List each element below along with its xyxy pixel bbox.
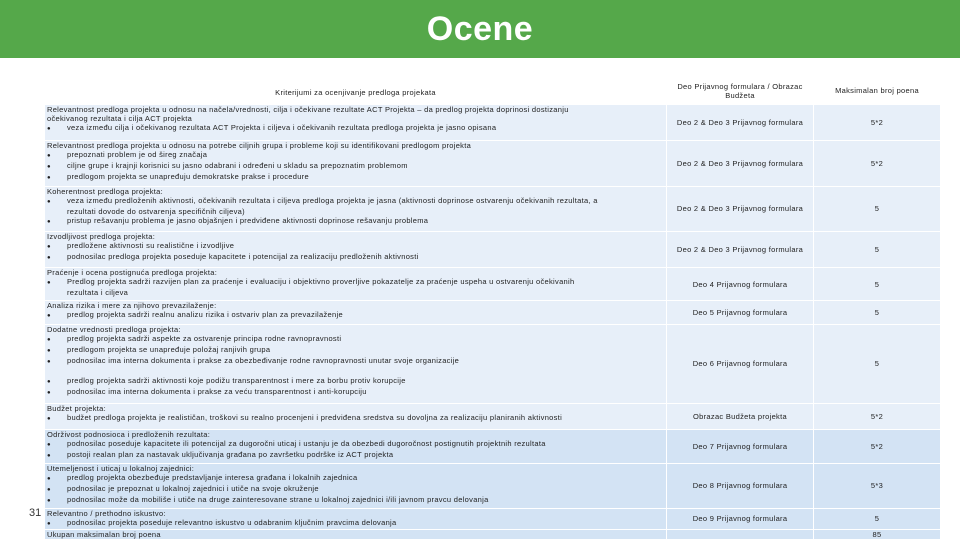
table-row <box>45 300 941 324</box>
section-cell: Deo 2 & Deo 3 Prijavnog formulara <box>667 141 814 186</box>
criteria-cell <box>45 300 667 324</box>
bullet-icon: ● <box>47 358 51 365</box>
criteria-cell <box>45 403 667 429</box>
header-row <box>45 77 941 105</box>
criterion-point: podnosilac ima interna dokumenta i prakse za obezbeđivanje rodne ravnopravnosti unutar svoje organizacije <box>67 355 460 365</box>
header-points: Maksimalan broj poena <box>814 77 941 105</box>
table-row <box>45 508 941 529</box>
bullet-icon: ● <box>47 198 51 205</box>
criterion-point: predlog projekta sadrži realnu analizu rizika i ostvariv plan za prevazilaženje <box>67 309 343 319</box>
criterion-heading-cont: očekivanog rezultata i cilja ACT projekta <box>47 114 193 123</box>
criterion-point: postoji realan plan za nastavak uključivanja građana po završetku podrške iz ACT projekta <box>67 449 394 459</box>
criterion-point: podnosilac predloga projekta poseduje kapacitete i potencijal za realizaciju predloženih aktivnosti <box>67 252 419 262</box>
criterion-point: predlog projekta sadrži aktivnosti koje podižu transparentnost i mere za borbu protiv korupcije <box>67 375 406 385</box>
bullet-icon: ● <box>47 218 51 225</box>
criteria-cell <box>45 429 667 463</box>
section-cell: Deo 5 Prijavnog formulara <box>667 300 814 324</box>
points-cell: 5*2 <box>814 403 941 429</box>
section-cell: Deo 2 & Deo 3 Prijavnog formulara <box>667 232 814 268</box>
bullet-icon: ● <box>47 498 51 505</box>
points-cell: 5*2 <box>814 141 941 186</box>
total-section-cell <box>667 529 814 539</box>
table-row <box>45 429 941 463</box>
total-row <box>45 529 941 539</box>
bullet-icon: ● <box>47 415 51 422</box>
bullet-icon: ● <box>47 126 51 132</box>
slide-title: Ocene <box>426 9 534 48</box>
section-cell: Deo 7 Prijavnog formulara <box>667 429 814 463</box>
criterion-point-cont: rezultati dovode do ostvarenja specifičnih ciljeva) <box>67 206 245 216</box>
criterion-point: predlogom projekta se unapređuju demokratske prakse i procedure <box>67 172 309 182</box>
table-row <box>45 403 941 429</box>
table-row <box>45 324 941 403</box>
criterion-heading: Održivost podnosioca i predloženih rezultata: <box>47 429 211 439</box>
section-cell: Deo 9 Prijavnog formulara <box>667 508 814 529</box>
points-cell: 5 <box>814 300 941 324</box>
criterion-point: predlog projekta obezbeđuje predstavljanje interesa građana i lokalnih zajednica <box>67 473 358 483</box>
points-cell: 5*3 <box>814 464 941 508</box>
criterion-heading: Relevantnost predloga projekta u odnosu na načela/vrednosti, cilja i očekivane rezultate ACT Projekta – da predlog projekta doprinosi dostizanju <box>47 105 569 114</box>
criterion-point: veza između cilja i očekivanog rezultata ACT Projekta i ciljeva i očekivanih rezultata predloga projekta je jasno opisana <box>67 123 497 132</box>
criterion-point: podnosilac ima interna dokumenta i prakse za veću transparentnost i anti-korupciju <box>67 386 367 396</box>
total-points: 85 <box>814 529 941 539</box>
criterion-heading: Izvodljivost predloga projekta: <box>47 232 156 242</box>
bullet-icon: ● <box>47 347 51 354</box>
criterion-heading: Analiza rizika i mere za njihovo prevazilaženje: <box>47 300 217 310</box>
points-cell: 5 <box>814 232 941 268</box>
points-cell: 5*2 <box>814 429 941 463</box>
criteria-cell <box>45 464 667 508</box>
slide-number: 31 <box>29 507 42 519</box>
criterion-point: podnosilac projekta poseduje relevantno iskustvo u odabranim ključnim pravcima delovanja <box>67 517 397 527</box>
bullet-icon: ● <box>47 164 51 171</box>
total-label: Ukupan maksimalan broj poena <box>45 529 667 539</box>
bullet-icon: ● <box>47 452 51 459</box>
criterion-heading: Relevantnost predloga projekta u odnosu na potrebe ciljnih grupa i probleme koji su identifikovani predlogom projekta <box>47 141 472 151</box>
section-cell: Obrazac Budžeta projekta <box>667 403 814 429</box>
title-band <box>0 0 960 58</box>
criterion-heading: Koherentnost predloga projekta: <box>47 186 164 196</box>
criterion-point: predlogom projekta se unapređuje položaj ranjivih grupa <box>67 344 271 354</box>
bullet-icon: ● <box>47 255 51 262</box>
points-cell: 5 <box>814 268 941 300</box>
bullet-icon: ● <box>47 175 51 182</box>
criterion-point: budžet predloga projekta je realističan, troškovi su realno procenjeni i predviđena sredstva su dovoljna za realizaciju planiranih aktivnosti <box>67 412 563 422</box>
criterion-point: predlog projekta sadrži aspekte za ostvarenje principa rodne ravnopravnosti <box>67 333 342 343</box>
bullet-icon: ● <box>47 244 51 251</box>
criterion-point: pristup rešavanju problema je jasno objašnjen i predviđene aktivnosti doprinose rešavanju problema <box>67 215 429 225</box>
section-cell: Deo 8 Prijavnog formulara <box>667 464 814 508</box>
criteria-cell <box>45 324 667 403</box>
criterion-heading: Dodatne vrednosti predloga projekta: <box>47 324 181 334</box>
bullet-icon: ● <box>47 280 51 287</box>
table-row <box>45 105 941 141</box>
criterion-point: predložene aktivnosti su realistične i izvodljive <box>67 241 235 251</box>
criterion-point: prepoznati problem je od šireg značaja <box>67 150 208 160</box>
table-row <box>45 186 941 231</box>
section-cell: Deo 6 Prijavnog formulara <box>667 324 814 403</box>
table-row <box>45 268 941 300</box>
bullet-icon: ● <box>47 336 51 343</box>
header-criteria: Kriterijumi za ocenjivanje predloga projekata <box>45 77 667 105</box>
header-section: Deo Prijavnog formulara / Obrazac Budžeta <box>667 77 814 105</box>
bullet-icon: ● <box>47 378 51 385</box>
points-cell: 5*2 <box>814 105 941 141</box>
criteria-table <box>44 76 941 540</box>
criterion-heading: Budžet projekta: <box>47 403 106 413</box>
section-cell: Deo 2 & Deo 3 Prijavnog formulara <box>667 186 814 231</box>
bullet-icon: ● <box>47 476 51 483</box>
points-cell: 5 <box>814 508 941 529</box>
criteria-cell <box>45 141 667 186</box>
bullet-icon: ● <box>47 389 51 396</box>
criterion-point: Predlog projekta sadrži razvijen plan za praćenje i evaluaciju i objektivno proverljive pokazatelje za praćenje uspeha u ostvarenju očekivanih <box>67 277 575 287</box>
criterion-point: podnosilac može da mobiliše i utiče na druge zainteresovane strane u lokalnoj zajednici i/ili javnom pravcu delovanja <box>67 495 489 505</box>
bullet-icon: ● <box>47 312 51 319</box>
points-cell: 5 <box>814 324 941 403</box>
criteria-cell <box>45 268 667 300</box>
criterion-heading: Praćenje i ocena postignuća predloga projekta: <box>47 268 218 278</box>
section-cell: Deo 2 & Deo 3 Prijavnog formulara <box>667 105 814 141</box>
criterion-heading: Utemeljenost i uticaj u lokalnoj zajednici: <box>47 464 195 474</box>
bullet-icon: ● <box>47 441 51 448</box>
criterion-point: podnosilac je prepoznat u lokalnoj zajednici i utiče na svoje okruženje <box>67 484 319 494</box>
points-cell: 5 <box>814 186 941 231</box>
bullet-icon: ● <box>47 487 51 494</box>
criterion-heading: Relevantno / prethodno iskustvo: <box>47 508 166 518</box>
section-cell: Deo 4 Prijavnog formulara <box>667 268 814 300</box>
criterion-point: veza između predloženih aktivnosti, očekivanih rezultata i ciljeva predloga projekta je jasna (aktivnosti doprinose ostvarenju očekivanih rezultata, a <box>67 195 598 205</box>
criteria-cell <box>45 105 667 141</box>
table-row <box>45 232 941 268</box>
criterion-point: ciljne grupe i krajnji korisnici su jasno odabrani i određeni u skladu sa prepoznatim problemom <box>67 161 408 171</box>
table-row <box>45 141 941 186</box>
bullet-icon: ● <box>47 153 51 160</box>
bullet-icon: ● <box>47 520 51 527</box>
criteria-cell <box>45 508 667 529</box>
criterion-point-cont: rezultata i ciljeva <box>67 288 129 298</box>
table-row <box>45 464 941 508</box>
criterion-point: podnosilac poseduje kapacitete ili potencijal za dugoročni uticaj i ustanju je da obezbedi dugoročnost postignutih projektnih rezultata <box>67 438 546 448</box>
criteria-cell <box>45 186 667 231</box>
criteria-cell <box>45 232 667 268</box>
